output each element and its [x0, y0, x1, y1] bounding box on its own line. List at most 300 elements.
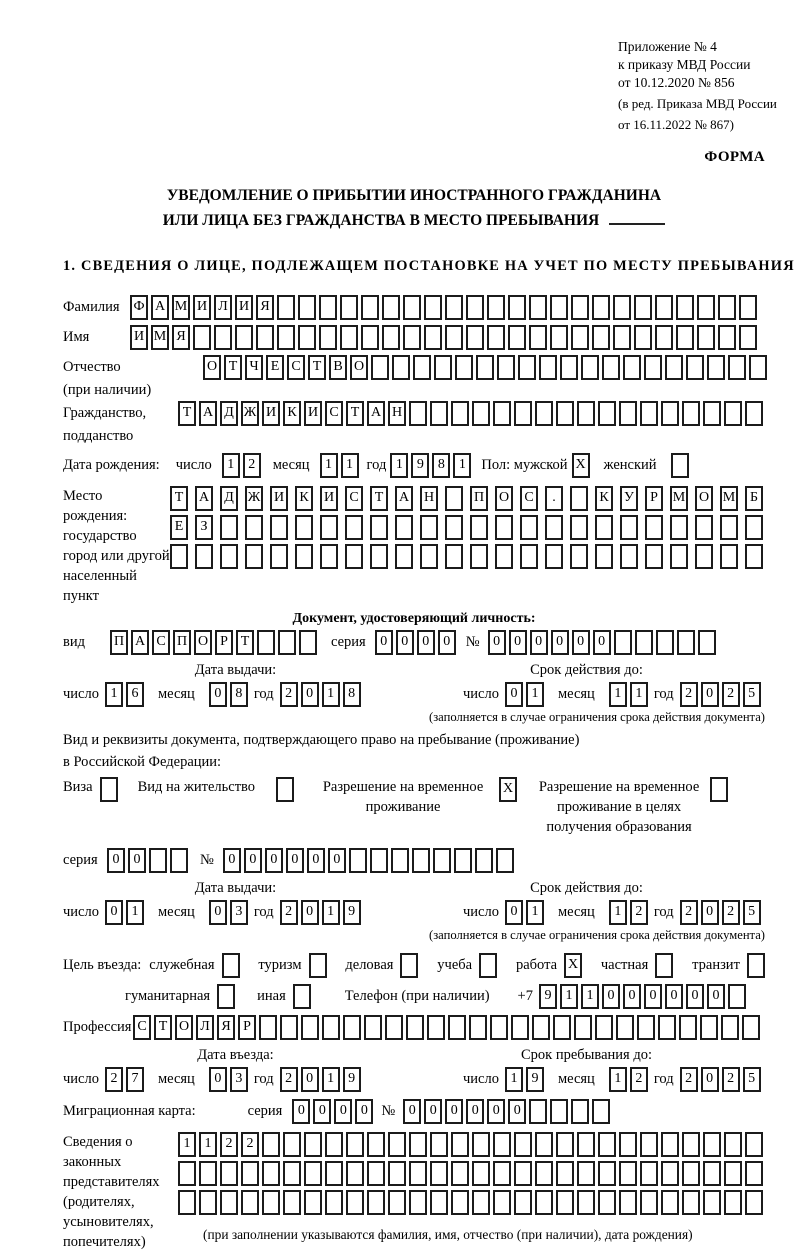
char-cell[interactable]	[560, 355, 578, 380]
char-cell[interactable]: 2	[280, 1067, 298, 1092]
char-cell[interactable]: Т	[370, 486, 388, 511]
char-cell[interactable]	[518, 355, 536, 380]
char-cell[interactable]	[325, 1161, 343, 1186]
char-cell[interactable]	[262, 1190, 280, 1215]
char-cell[interactable]	[412, 848, 430, 873]
char-cell[interactable]	[476, 355, 494, 380]
char-cell[interactable]: 0	[701, 682, 719, 707]
char-cell[interactable]	[613, 325, 631, 350]
char-cell[interactable]: X	[572, 453, 590, 478]
char-cell[interactable]: И	[320, 486, 338, 511]
char-cell[interactable]	[395, 515, 413, 540]
char-cell[interactable]: С	[133, 1015, 151, 1040]
char-cell[interactable]: Е	[266, 355, 284, 380]
char-cell[interactable]	[728, 355, 746, 380]
char-cell[interactable]	[235, 325, 253, 350]
char-cell[interactable]: 1	[526, 900, 544, 925]
char-cell[interactable]	[598, 1190, 616, 1215]
char-cell[interactable]	[245, 515, 263, 540]
char-cell[interactable]: О	[194, 630, 212, 655]
char-cell[interactable]	[445, 544, 463, 569]
char-cell[interactable]	[445, 486, 463, 511]
char-cell[interactable]: Н	[388, 401, 406, 426]
char-cell[interactable]	[195, 544, 213, 569]
char-cell[interactable]	[409, 1161, 427, 1186]
char-cell[interactable]: Н	[420, 486, 438, 511]
char-cell[interactable]: О	[175, 1015, 193, 1040]
char-cell[interactable]	[241, 1190, 259, 1215]
char-cell[interactable]	[220, 515, 238, 540]
char-cell[interactable]	[283, 1190, 301, 1215]
char-cell[interactable]: 6	[126, 682, 144, 707]
char-cell[interactable]: Т	[308, 355, 326, 380]
char-cell[interactable]	[682, 1190, 700, 1215]
char-cell[interactable]	[535, 1132, 553, 1157]
char-cell[interactable]	[656, 630, 674, 655]
char-cell[interactable]	[320, 544, 338, 569]
char-cell[interactable]: П	[173, 630, 191, 655]
char-cell[interactable]	[276, 777, 294, 802]
char-cell[interactable]: 3	[230, 1067, 248, 1092]
char-cell[interactable]	[520, 515, 538, 540]
char-cell[interactable]: Е	[170, 515, 188, 540]
char-cell[interactable]	[545, 515, 563, 540]
char-cell[interactable]: 0	[505, 682, 523, 707]
char-cell[interactable]	[430, 1132, 448, 1157]
char-cell[interactable]	[403, 295, 421, 320]
char-cell[interactable]	[695, 515, 713, 540]
char-cell[interactable]	[395, 544, 413, 569]
char-cell[interactable]	[304, 1190, 322, 1215]
char-cell[interactable]	[472, 1161, 490, 1186]
char-cell[interactable]	[556, 1161, 574, 1186]
char-cell[interactable]: 0	[602, 984, 620, 1009]
char-cell[interactable]: О	[203, 355, 221, 380]
char-cell[interactable]	[217, 984, 235, 1009]
char-cell[interactable]	[493, 1161, 511, 1186]
char-cell[interactable]: 0	[466, 1099, 484, 1124]
char-cell[interactable]: А	[367, 401, 385, 426]
char-cell[interactable]	[370, 848, 388, 873]
char-cell[interactable]	[508, 295, 526, 320]
char-cell[interactable]: М	[720, 486, 738, 511]
char-cell[interactable]: 2	[630, 1067, 648, 1092]
char-cell[interactable]	[262, 1132, 280, 1157]
char-cell[interactable]: 0	[403, 1099, 421, 1124]
char-cell[interactable]	[720, 544, 738, 569]
char-cell[interactable]	[388, 1190, 406, 1215]
char-cell[interactable]	[556, 1190, 574, 1215]
char-cell[interactable]: 8	[343, 682, 361, 707]
char-cell[interactable]	[661, 1161, 679, 1186]
char-cell[interactable]	[747, 953, 765, 978]
char-cell[interactable]: 5	[743, 900, 761, 925]
char-cell[interactable]	[592, 1099, 610, 1124]
char-cell[interactable]: С	[287, 355, 305, 380]
char-cell[interactable]: С	[345, 486, 363, 511]
char-cell[interactable]: 1	[105, 682, 123, 707]
char-cell[interactable]	[293, 984, 311, 1009]
char-cell[interactable]: У	[620, 486, 638, 511]
char-cell[interactable]: 2	[220, 1132, 238, 1157]
char-cell[interactable]: И	[193, 295, 211, 320]
char-cell[interactable]	[595, 544, 613, 569]
char-cell[interactable]: 3	[230, 900, 248, 925]
char-cell[interactable]	[430, 401, 448, 426]
char-cell[interactable]: В	[329, 355, 347, 380]
char-cell[interactable]	[220, 1161, 238, 1186]
char-cell[interactable]	[178, 1161, 196, 1186]
char-cell[interactable]	[455, 355, 473, 380]
char-cell[interactable]: 0	[707, 984, 725, 1009]
char-cell[interactable]: 0	[665, 984, 683, 1009]
char-cell[interactable]: 2	[680, 1067, 698, 1092]
char-cell[interactable]	[570, 486, 588, 511]
char-cell[interactable]: О	[695, 486, 713, 511]
char-cell[interactable]: 0	[244, 848, 262, 873]
char-cell[interactable]	[299, 630, 317, 655]
char-cell[interactable]	[170, 848, 188, 873]
char-cell[interactable]: 0	[375, 630, 393, 655]
char-cell[interactable]	[497, 355, 515, 380]
char-cell[interactable]	[371, 355, 389, 380]
char-cell[interactable]: Т	[236, 630, 254, 655]
char-cell[interactable]: 0	[644, 984, 662, 1009]
char-cell[interactable]: Л	[214, 295, 232, 320]
char-cell[interactable]	[382, 295, 400, 320]
char-cell[interactable]	[570, 515, 588, 540]
char-cell[interactable]	[487, 295, 505, 320]
char-cell[interactable]	[309, 953, 327, 978]
char-cell[interactable]: 2	[680, 900, 698, 925]
char-cell[interactable]: 9	[343, 1067, 361, 1092]
char-cell[interactable]: 1	[581, 984, 599, 1009]
char-cell[interactable]	[550, 295, 568, 320]
char-cell[interactable]	[392, 355, 410, 380]
char-cell[interactable]	[445, 325, 463, 350]
char-cell[interactable]: Р	[238, 1015, 256, 1040]
char-cell[interactable]: О	[495, 486, 513, 511]
char-cell[interactable]: И	[262, 401, 280, 426]
char-cell[interactable]	[640, 401, 658, 426]
char-cell[interactable]: Б	[745, 486, 763, 511]
char-cell[interactable]: К	[295, 486, 313, 511]
char-cell[interactable]	[595, 1015, 613, 1040]
char-cell[interactable]	[550, 1099, 568, 1124]
char-cell[interactable]	[451, 401, 469, 426]
char-cell[interactable]	[571, 325, 589, 350]
char-cell[interactable]: 0	[530, 630, 548, 655]
char-cell[interactable]: 8	[432, 453, 450, 478]
char-cell[interactable]	[319, 295, 337, 320]
char-cell[interactable]	[278, 630, 296, 655]
char-cell[interactable]	[434, 355, 452, 380]
char-cell[interactable]	[277, 295, 295, 320]
char-cell[interactable]	[277, 325, 295, 350]
char-cell[interactable]	[571, 295, 589, 320]
char-cell[interactable]: 0	[701, 900, 719, 925]
char-cell[interactable]: Т	[178, 401, 196, 426]
char-cell[interactable]	[676, 325, 694, 350]
char-cell[interactable]	[298, 325, 316, 350]
char-cell[interactable]: 0	[593, 630, 611, 655]
char-cell[interactable]: Т	[224, 355, 242, 380]
char-cell[interactable]	[682, 1132, 700, 1157]
char-cell[interactable]	[466, 295, 484, 320]
char-cell[interactable]	[367, 1190, 385, 1215]
char-cell[interactable]	[340, 295, 358, 320]
char-cell[interactable]: Р	[645, 486, 663, 511]
char-cell[interactable]	[676, 295, 694, 320]
char-cell[interactable]	[532, 1015, 550, 1040]
char-cell[interactable]	[349, 848, 367, 873]
char-cell[interactable]: 0	[701, 1067, 719, 1092]
char-cell[interactable]: 2	[280, 682, 298, 707]
char-cell[interactable]	[634, 325, 652, 350]
char-cell[interactable]	[745, 1132, 763, 1157]
char-cell[interactable]	[514, 1132, 532, 1157]
char-cell[interactable]: Ч	[245, 355, 263, 380]
char-cell[interactable]	[466, 325, 484, 350]
char-cell[interactable]: И	[270, 486, 288, 511]
char-cell[interactable]: С	[325, 401, 343, 426]
char-cell[interactable]	[475, 848, 493, 873]
char-cell[interactable]	[495, 544, 513, 569]
char-cell[interactable]: 0	[505, 900, 523, 925]
char-cell[interactable]: М	[670, 486, 688, 511]
char-cell[interactable]	[556, 401, 574, 426]
char-cell[interactable]	[346, 1132, 364, 1157]
char-cell[interactable]	[535, 1190, 553, 1215]
char-cell[interactable]	[400, 953, 418, 978]
char-cell[interactable]	[686, 355, 704, 380]
char-cell[interactable]	[257, 630, 275, 655]
char-cell[interactable]	[739, 325, 757, 350]
char-cell[interactable]: 9	[539, 984, 557, 1009]
char-cell[interactable]	[739, 295, 757, 320]
char-cell[interactable]: 0	[508, 1099, 526, 1124]
char-cell[interactable]	[451, 1190, 469, 1215]
char-cell[interactable]	[149, 848, 167, 873]
char-cell[interactable]	[508, 325, 526, 350]
char-cell[interactable]	[602, 355, 620, 380]
char-cell[interactable]: 9	[343, 900, 361, 925]
char-cell[interactable]: 2	[241, 1132, 259, 1157]
char-cell[interactable]	[665, 355, 683, 380]
char-cell[interactable]	[721, 1015, 739, 1040]
char-cell[interactable]: 0	[445, 1099, 463, 1124]
char-cell[interactable]: 1	[609, 900, 627, 925]
char-cell[interactable]: 0	[438, 630, 456, 655]
char-cell[interactable]	[199, 1161, 217, 1186]
char-cell[interactable]: 0	[424, 1099, 442, 1124]
char-cell[interactable]: 0	[107, 848, 125, 873]
char-cell[interactable]	[724, 401, 742, 426]
char-cell[interactable]	[645, 544, 663, 569]
char-cell[interactable]	[322, 1015, 340, 1040]
char-cell[interactable]	[346, 1190, 364, 1215]
char-cell[interactable]	[655, 953, 673, 978]
char-cell[interactable]: 0	[301, 682, 319, 707]
char-cell[interactable]	[718, 295, 736, 320]
char-cell[interactable]	[619, 1161, 637, 1186]
char-cell[interactable]	[529, 295, 547, 320]
char-cell[interactable]	[424, 295, 442, 320]
char-cell[interactable]	[433, 848, 451, 873]
char-cell[interactable]	[220, 1190, 238, 1215]
char-cell[interactable]	[241, 1161, 259, 1186]
char-cell[interactable]	[340, 325, 358, 350]
char-cell[interactable]	[577, 1132, 595, 1157]
char-cell[interactable]: 0	[128, 848, 146, 873]
char-cell[interactable]: 2	[105, 1067, 123, 1092]
char-cell[interactable]	[698, 630, 716, 655]
char-cell[interactable]: Р	[215, 630, 233, 655]
char-cell[interactable]: А	[131, 630, 149, 655]
char-cell[interactable]: 2	[243, 453, 261, 478]
char-cell[interactable]	[520, 544, 538, 569]
char-cell[interactable]: 5	[743, 682, 761, 707]
char-cell[interactable]	[245, 544, 263, 569]
char-cell[interactable]	[745, 515, 763, 540]
char-cell[interactable]: Ж	[245, 486, 263, 511]
char-cell[interactable]: 0	[355, 1099, 373, 1124]
char-cell[interactable]	[388, 1161, 406, 1186]
char-cell[interactable]	[193, 325, 211, 350]
char-cell[interactable]	[535, 401, 553, 426]
char-cell[interactable]	[682, 1161, 700, 1186]
char-cell[interactable]	[490, 1015, 508, 1040]
char-cell[interactable]	[529, 325, 547, 350]
char-cell[interactable]	[361, 295, 379, 320]
char-cell[interactable]: 0	[488, 630, 506, 655]
char-cell[interactable]	[539, 355, 557, 380]
char-cell[interactable]	[493, 401, 511, 426]
char-cell[interactable]	[644, 355, 662, 380]
char-cell[interactable]	[720, 515, 738, 540]
char-cell[interactable]: 0	[551, 630, 569, 655]
char-cell[interactable]: 0	[572, 630, 590, 655]
char-cell[interactable]	[556, 1132, 574, 1157]
char-cell[interactable]	[619, 401, 637, 426]
char-cell[interactable]: И	[304, 401, 322, 426]
char-cell[interactable]	[451, 1161, 469, 1186]
char-cell[interactable]: 0	[509, 630, 527, 655]
char-cell[interactable]: 1	[453, 453, 471, 478]
char-cell[interactable]: 1	[609, 1067, 627, 1092]
char-cell[interactable]: А	[199, 401, 217, 426]
char-cell[interactable]	[671, 453, 689, 478]
char-cell[interactable]	[742, 1015, 760, 1040]
char-cell[interactable]: 0	[417, 630, 435, 655]
char-cell[interactable]: М	[151, 325, 169, 350]
char-cell[interactable]: О	[350, 355, 368, 380]
char-cell[interactable]: П	[470, 486, 488, 511]
char-cell[interactable]: М	[172, 295, 190, 320]
char-cell[interactable]	[514, 1190, 532, 1215]
char-cell[interactable]	[220, 544, 238, 569]
char-cell[interactable]: 5	[743, 1067, 761, 1092]
char-cell[interactable]	[535, 1161, 553, 1186]
char-cell[interactable]: Я	[172, 325, 190, 350]
char-cell[interactable]	[640, 1161, 658, 1186]
char-cell[interactable]: П	[110, 630, 128, 655]
char-cell[interactable]	[718, 325, 736, 350]
char-cell[interactable]	[270, 515, 288, 540]
char-cell[interactable]	[479, 953, 497, 978]
char-cell[interactable]	[295, 515, 313, 540]
char-cell[interactable]	[570, 544, 588, 569]
char-cell[interactable]	[420, 544, 438, 569]
char-cell[interactable]	[619, 1190, 637, 1215]
char-cell[interactable]	[364, 1015, 382, 1040]
char-cell[interactable]: 0	[301, 900, 319, 925]
char-cell[interactable]: 1	[322, 1067, 340, 1092]
char-cell[interactable]	[319, 325, 337, 350]
char-cell[interactable]: 0	[209, 900, 227, 925]
char-cell[interactable]	[304, 1161, 322, 1186]
char-cell[interactable]	[406, 1015, 424, 1040]
char-cell[interactable]	[403, 325, 421, 350]
char-cell[interactable]	[430, 1161, 448, 1186]
char-cell[interactable]: 1	[390, 453, 408, 478]
char-cell[interactable]: 0	[223, 848, 241, 873]
char-cell[interactable]: 1	[322, 682, 340, 707]
char-cell[interactable]: 0	[265, 848, 283, 873]
char-cell[interactable]: 1	[126, 900, 144, 925]
char-cell[interactable]	[170, 544, 188, 569]
char-cell[interactable]	[343, 1015, 361, 1040]
char-cell[interactable]	[703, 1132, 721, 1157]
char-cell[interactable]	[304, 1132, 322, 1157]
char-cell[interactable]: 0	[313, 1099, 331, 1124]
char-cell[interactable]	[645, 515, 663, 540]
char-cell[interactable]: 9	[411, 453, 429, 478]
char-cell[interactable]: К	[283, 401, 301, 426]
char-cell[interactable]: 0	[292, 1099, 310, 1124]
char-cell[interactable]	[367, 1161, 385, 1186]
char-cell[interactable]	[427, 1015, 445, 1040]
char-cell[interactable]: С	[152, 630, 170, 655]
char-cell[interactable]	[703, 401, 721, 426]
char-cell[interactable]	[391, 848, 409, 873]
char-cell[interactable]: 1	[630, 682, 648, 707]
char-cell[interactable]	[574, 1015, 592, 1040]
char-cell[interactable]: 0	[286, 848, 304, 873]
char-cell[interactable]	[262, 1161, 280, 1186]
char-cell[interactable]	[614, 630, 632, 655]
char-cell[interactable]	[703, 1161, 721, 1186]
char-cell[interactable]: 2	[722, 900, 740, 925]
char-cell[interactable]: З	[195, 515, 213, 540]
char-cell[interactable]	[445, 515, 463, 540]
char-cell[interactable]	[295, 544, 313, 569]
char-cell[interactable]	[655, 325, 673, 350]
char-cell[interactable]	[448, 1015, 466, 1040]
char-cell[interactable]: 9	[526, 1067, 544, 1092]
char-cell[interactable]	[598, 1161, 616, 1186]
char-cell[interactable]	[577, 1190, 595, 1215]
char-cell[interactable]: 2	[680, 682, 698, 707]
char-cell[interactable]	[655, 295, 673, 320]
char-cell[interactable]	[635, 630, 653, 655]
char-cell[interactable]	[420, 515, 438, 540]
char-cell[interactable]	[682, 401, 700, 426]
char-cell[interactable]	[707, 355, 725, 380]
char-cell[interactable]	[749, 355, 767, 380]
char-cell[interactable]: К	[595, 486, 613, 511]
char-cell[interactable]	[472, 401, 490, 426]
